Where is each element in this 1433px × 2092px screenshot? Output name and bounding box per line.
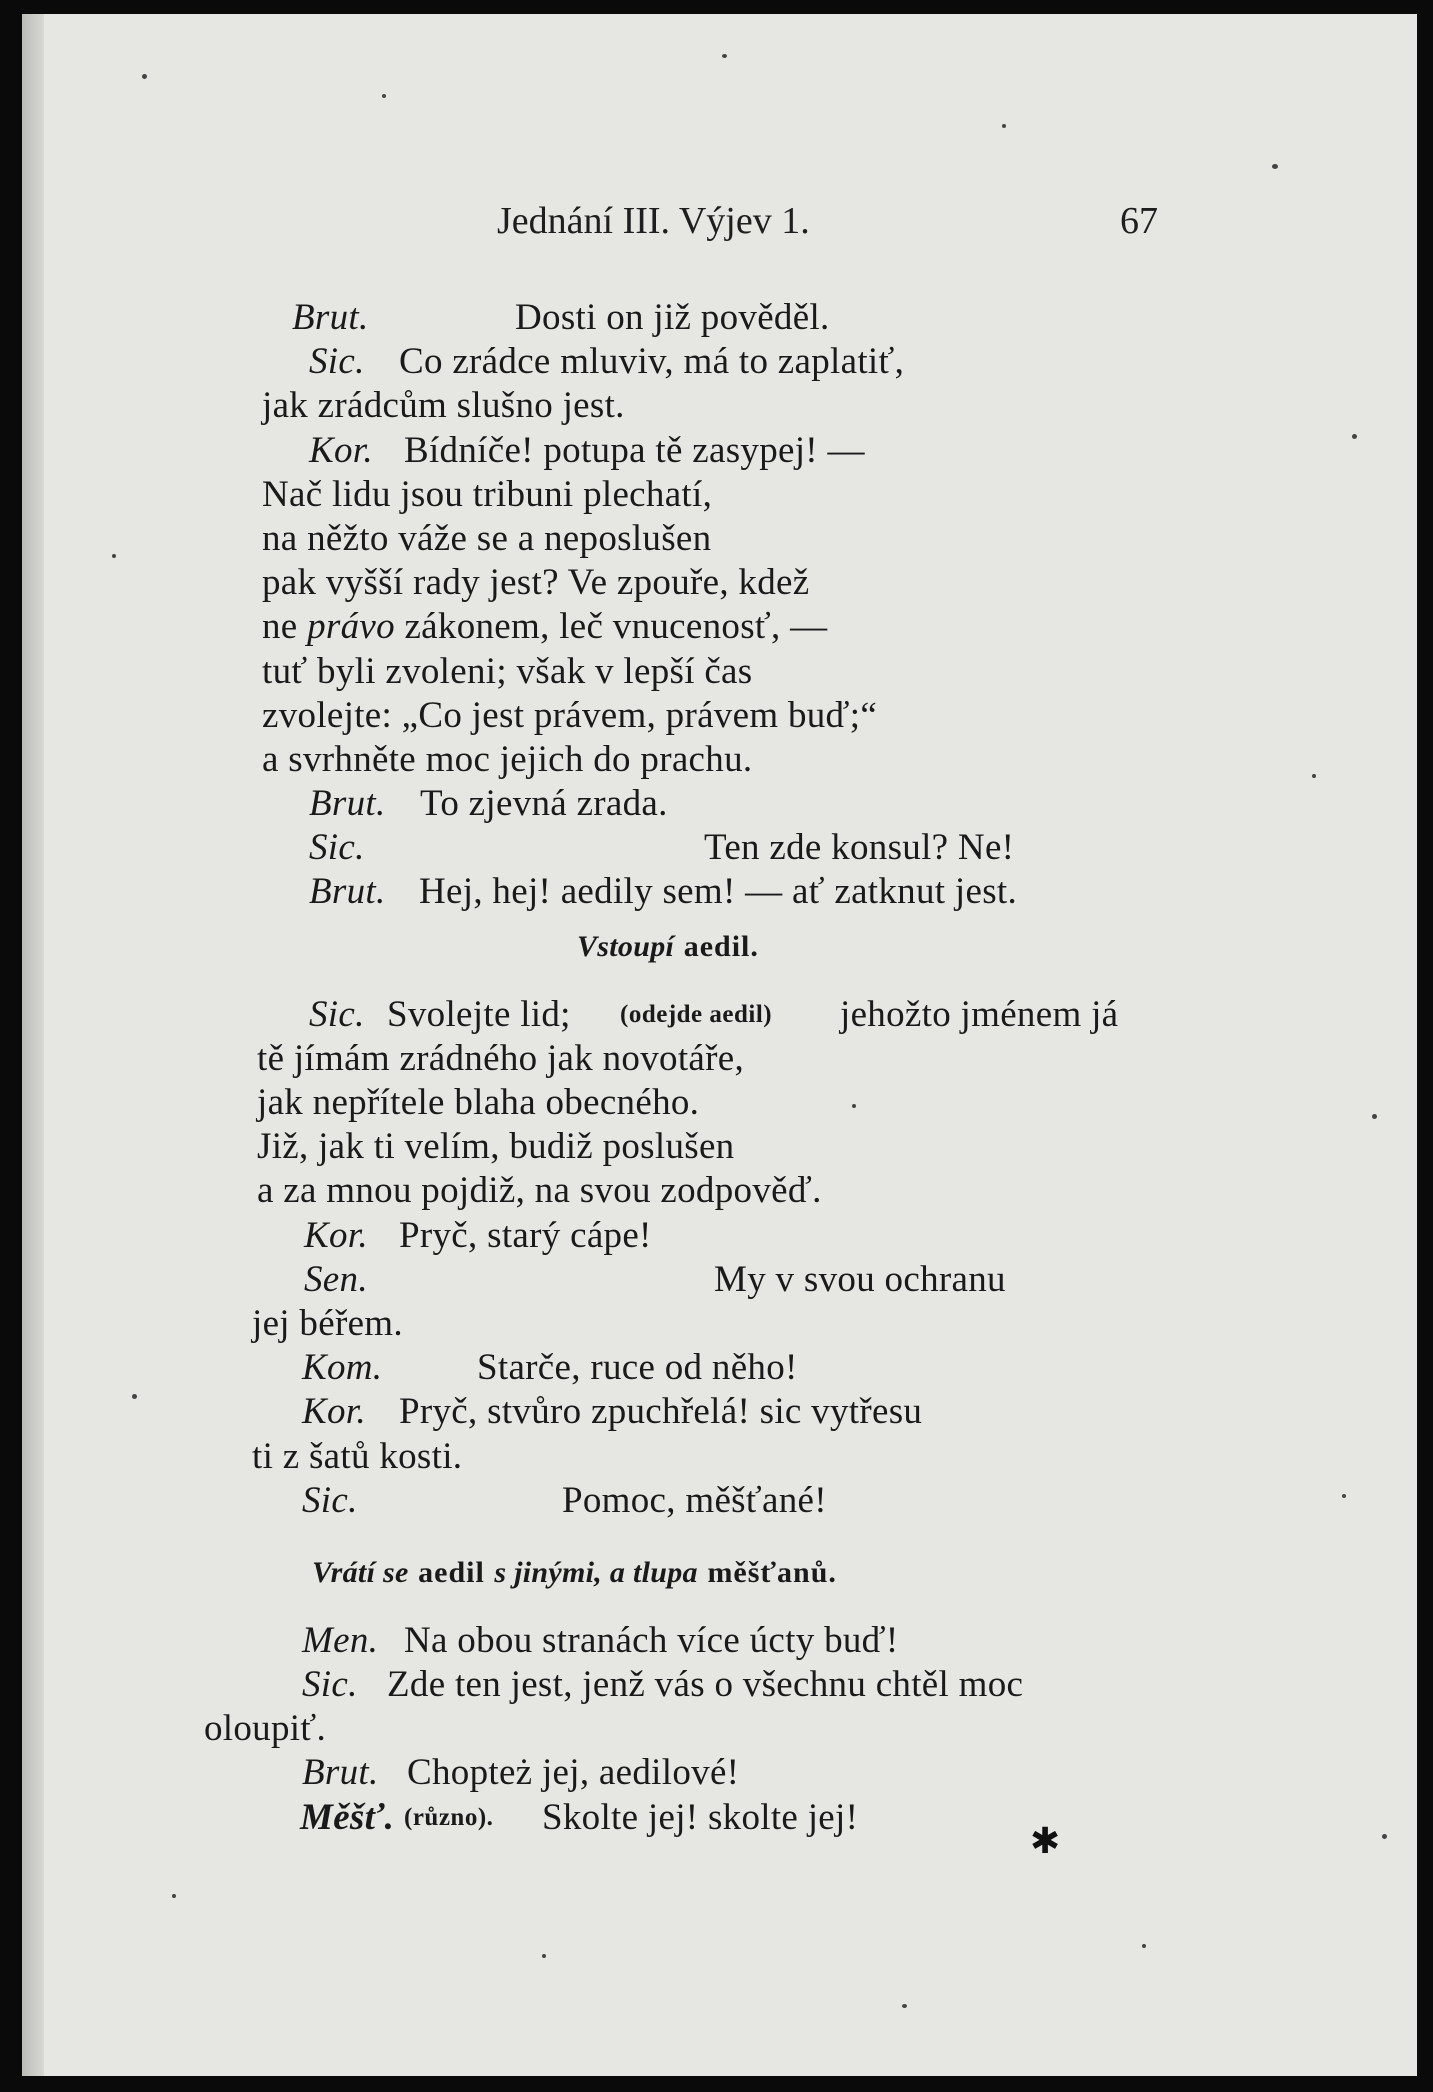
speaker-label: Sic. xyxy=(302,1479,358,1521)
speaker-label: Brut. xyxy=(309,783,386,825)
speaker-label: Sic. xyxy=(309,993,365,1035)
speaker-label: Kor. xyxy=(302,1391,366,1433)
text-line xyxy=(22,1214,1417,1258)
verse-text: Chopteż jej, aedilové! xyxy=(407,1752,740,1794)
text-line xyxy=(22,1479,1417,1523)
verse-text: oloupiť. xyxy=(204,1708,327,1750)
verse-text: Dosti on již pověděl. xyxy=(515,297,830,338)
verse-text: pak vyšší rady jest? Ve zpouře, kdež xyxy=(262,562,810,604)
speaker-label: Kom. xyxy=(302,1347,383,1389)
text-line xyxy=(22,1346,1417,1390)
stage-italic: Vstoupí xyxy=(577,929,675,963)
verse-text: jak zrádcům slušno jest. xyxy=(262,385,625,427)
speaker-label: Brut. xyxy=(309,871,386,913)
text-line xyxy=(22,605,1417,649)
verse-text: Co zrádce mluviv, má to zaplatiť, xyxy=(399,341,905,383)
running-title: Jednání III. Výjev 1. xyxy=(497,200,810,242)
text-line xyxy=(22,993,1417,1037)
text-line xyxy=(22,1390,1417,1434)
text-line xyxy=(22,517,1417,561)
text-line xyxy=(22,296,1417,340)
speaker-label: Sic. xyxy=(309,341,365,383)
stage-normal: aedil. xyxy=(683,929,759,963)
verse-text: a svrhněte moc jejich do prachu. xyxy=(262,738,753,780)
speaker-label: Brut. xyxy=(292,297,369,338)
stage-normal: měšťanů. xyxy=(707,1555,837,1589)
ornament-asterisk: ✱ xyxy=(1030,1821,1061,1861)
text-line xyxy=(22,826,1417,870)
speaker-label: Kor. xyxy=(304,1214,368,1256)
speaker-label: Brut. xyxy=(302,1752,379,1794)
verse-text: jej béřem. xyxy=(252,1302,403,1344)
verse-text: Hej, hej! aedily sem! — ať zatknut jest. xyxy=(419,871,1018,913)
text-line xyxy=(22,1125,1417,1169)
verse-text: Skolte jej! skolte jej! xyxy=(542,1796,859,1838)
verse-text: Svolejte lid; xyxy=(387,993,571,1035)
text-line xyxy=(22,340,1417,384)
verse-text: Pryč, stvůro zpuchřelá! sic vytřesu xyxy=(399,1391,923,1433)
verse-text-pre: ne xyxy=(262,606,308,648)
book-page xyxy=(22,14,1417,2076)
text-line xyxy=(22,694,1417,738)
speaker-label: Sen. xyxy=(304,1258,368,1300)
text-line xyxy=(22,384,1417,428)
stage-direction xyxy=(22,915,1417,975)
verse-text: zvolejte: „Co jest právem, právem buď;“ xyxy=(262,694,878,736)
verse-text: Ten zde konsul? Ne! xyxy=(704,827,1015,869)
verse-text: To zjevná zrada. xyxy=(420,783,668,825)
emphasized-word: právo xyxy=(307,606,395,648)
text-line xyxy=(22,1663,1417,1707)
stage-direction-text xyxy=(577,915,759,977)
speaker-label: Men. xyxy=(302,1619,379,1661)
speaker-label: Měšť. xyxy=(300,1796,395,1838)
verse-text-post: zákonem, leč vnucenosť, — xyxy=(394,606,828,648)
text-line xyxy=(22,1707,1417,1751)
verse-text: Starče, ruce od něho! xyxy=(477,1347,798,1389)
text-line xyxy=(22,650,1417,694)
text-line xyxy=(22,870,1417,914)
verse-text: Bídníče! potupa tě zasypej! — xyxy=(404,429,865,471)
verse-text: jak nepřítele blaha obecného. xyxy=(257,1082,700,1123)
verse-text: Zde ten jest, jenž vás o všechnu chtěl moc xyxy=(387,1664,1024,1706)
text-line xyxy=(22,1258,1417,1302)
verse-text: My v svou ochranu xyxy=(714,1258,1006,1300)
speaker-label: Kor. xyxy=(309,429,373,471)
text-line xyxy=(22,1796,1417,1840)
speaker-label: Sic. xyxy=(309,827,365,869)
text-line xyxy=(22,1169,1417,1213)
stage-direction xyxy=(22,1541,1417,1601)
verse-text: ti z šatů kosti. xyxy=(252,1435,463,1477)
verse-text xyxy=(262,605,827,649)
verse-text: tuť byli zvoleni; však v lepší čas xyxy=(262,650,753,692)
stage-direction-text xyxy=(312,1541,837,1603)
verse-text: tě jímám zrádného jak novotáře, xyxy=(257,1037,745,1079)
text-line xyxy=(22,1751,1417,1795)
verse-text: Pomoc, měšťané! xyxy=(562,1479,827,1521)
verse-text: Pryč, starý cápe! xyxy=(399,1214,652,1256)
verse-text: Již, jak ti velím, budiž poslušen xyxy=(257,1126,735,1168)
speaker-label: Sic. xyxy=(302,1664,358,1706)
stage-aside: (odejde aedil) xyxy=(620,1000,773,1028)
stage-italic: s jinými, a tlupa xyxy=(494,1555,698,1589)
verse-text: Nač lidu jsou tribuni plechatí, xyxy=(262,473,713,515)
verse-text: na něžto váže se a neposlušen xyxy=(262,517,712,559)
page-number: 67 xyxy=(1120,200,1158,242)
text-line xyxy=(22,473,1417,517)
verse-text: Na obou stranách více úcty buď! xyxy=(404,1619,899,1661)
verse-text: a za mnou pojdiž, na svou zodpověď. xyxy=(257,1170,822,1212)
text-line xyxy=(22,1302,1417,1346)
text-line xyxy=(22,738,1417,782)
text-line xyxy=(22,429,1417,473)
verse-text: jehožto jménem já xyxy=(840,993,1119,1035)
text-line xyxy=(22,1081,1417,1125)
stage-italic: Vrátí se xyxy=(312,1555,409,1589)
text-line xyxy=(22,1619,1417,1663)
page-header xyxy=(22,199,1417,249)
text-line xyxy=(22,1435,1417,1479)
text-line xyxy=(22,561,1417,605)
play-text xyxy=(22,296,1417,1840)
text-line xyxy=(22,1037,1417,1081)
stage-aside: (různo). xyxy=(404,1803,494,1831)
text-line xyxy=(22,782,1417,826)
stage-normal: aedil xyxy=(418,1555,485,1589)
